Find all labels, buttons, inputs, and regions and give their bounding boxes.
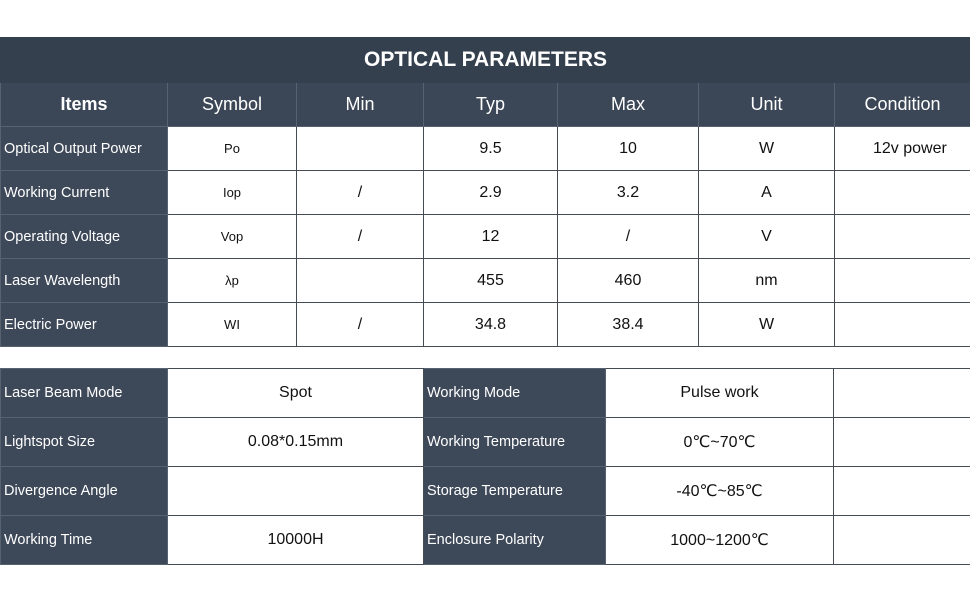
max-cell: 10	[558, 127, 699, 171]
table-row	[1, 418, 970, 467]
param-value: Spot	[168, 369, 424, 418]
min-cell	[297, 127, 424, 171]
table-row	[1, 127, 970, 171]
unit-cell: W	[699, 303, 835, 347]
max-cell: 3.2	[558, 171, 699, 215]
item-label: Optical Output Power	[1, 127, 168, 171]
max-cell: 38.4	[558, 303, 699, 347]
typ-cell: 9.5	[424, 127, 558, 171]
symbol-cell: Vop	[168, 215, 297, 259]
typ-cell: 2.9	[424, 171, 558, 215]
header-typ: Typ	[424, 83, 558, 127]
symbol-cell: λp	[168, 259, 297, 303]
item-label: Operating Voltage	[1, 215, 168, 259]
item-label: Electric Power	[1, 303, 168, 347]
param-label: Lightspot Size	[1, 418, 168, 467]
param-value: -40℃~85℃	[606, 467, 834, 516]
min-cell: /	[297, 303, 424, 347]
typ-cell: 34.8	[424, 303, 558, 347]
table-row	[1, 369, 970, 418]
table-row	[1, 516, 970, 565]
param-value: 10000H	[168, 516, 424, 565]
table-row	[1, 259, 970, 303]
table-title: OPTICAL PARAMETERS	[1, 38, 970, 83]
header-condition: Condition	[835, 83, 970, 127]
min-cell: /	[297, 171, 424, 215]
typ-cell: 12	[424, 215, 558, 259]
symbol-cell: WI	[168, 303, 297, 347]
condition-cell	[835, 171, 970, 215]
param-label: Working Time	[1, 516, 168, 565]
optical-parameters-table	[0, 37, 970, 347]
table-row	[1, 171, 970, 215]
param-value: Pulse work	[606, 369, 834, 418]
param-label: Working Mode	[424, 369, 606, 418]
min-cell: /	[297, 215, 424, 259]
empty-cell	[834, 369, 970, 418]
param-label: Storage Temperature	[424, 467, 606, 516]
unit-cell: nm	[699, 259, 835, 303]
symbol-cell: Po	[168, 127, 297, 171]
item-label: Working Current	[1, 171, 168, 215]
max-cell: 460	[558, 259, 699, 303]
item-label: Laser Wavelength	[1, 259, 168, 303]
header-items: Items	[1, 83, 168, 127]
table-row	[1, 467, 970, 516]
condition-cell: 12v power	[835, 127, 970, 171]
condition-cell	[835, 259, 970, 303]
header-symbol: Symbol	[168, 83, 297, 127]
min-cell	[297, 259, 424, 303]
param-label: Enclosure Polarity	[424, 516, 606, 565]
param-value: 0.08*0.15mm	[168, 418, 424, 467]
param-label: Working Temperature	[424, 418, 606, 467]
param-label: Divergence Angle	[1, 467, 168, 516]
empty-cell	[834, 467, 970, 516]
header-min: Min	[297, 83, 424, 127]
param-value: 0℃~70℃	[606, 418, 834, 467]
param-value	[168, 467, 424, 516]
typ-cell: 455	[424, 259, 558, 303]
condition-cell	[835, 303, 970, 347]
param-label: Laser Beam Mode	[1, 369, 168, 418]
condition-cell	[835, 215, 970, 259]
symbol-cell: Iop	[168, 171, 297, 215]
header-unit: Unit	[699, 83, 835, 127]
unit-cell: V	[699, 215, 835, 259]
max-cell: /	[558, 215, 699, 259]
table-row	[1, 215, 970, 259]
empty-cell	[834, 418, 970, 467]
header-max: Max	[558, 83, 699, 127]
empty-cell	[834, 516, 970, 565]
unit-cell: W	[699, 127, 835, 171]
param-value: 1000~1200℃	[606, 516, 834, 565]
unit-cell: A	[699, 171, 835, 215]
other-parameters-table	[0, 368, 970, 565]
table-row	[1, 303, 970, 347]
